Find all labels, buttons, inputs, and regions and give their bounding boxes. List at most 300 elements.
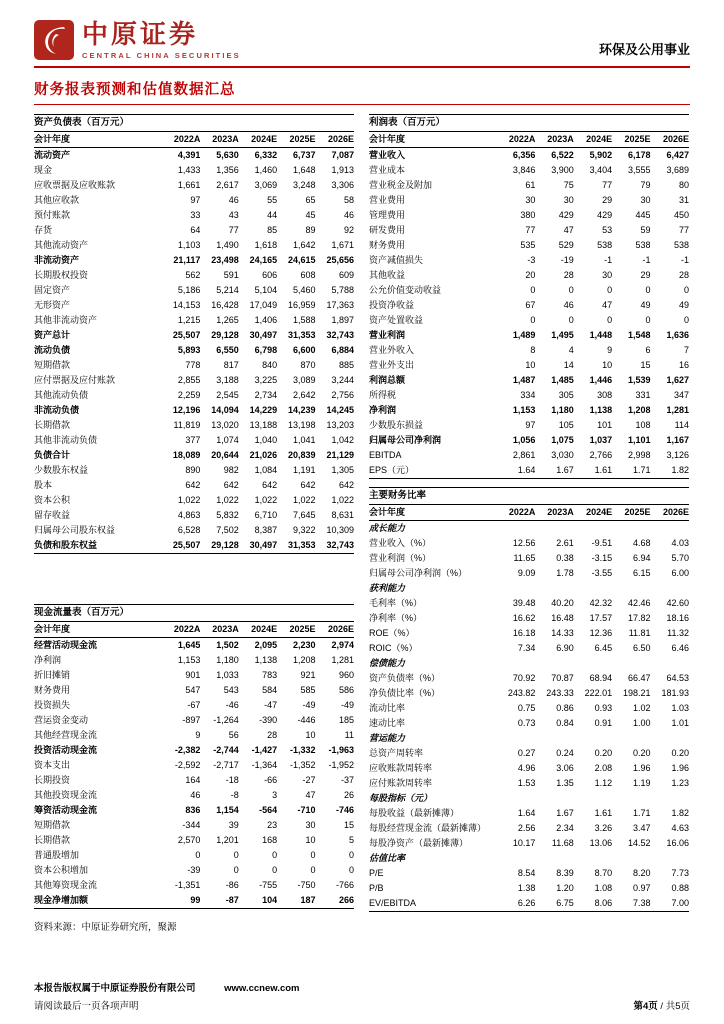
row-value: 14.52 <box>628 838 651 848</box>
cash-flow-table <box>34 622 354 909</box>
row-value: 562 <box>185 270 201 280</box>
row-value: 1,433 <box>177 165 201 175</box>
row-value: 8.39 <box>556 868 574 878</box>
row-value: 1,154 <box>216 805 239 815</box>
row-value: 56 <box>228 730 239 740</box>
row-value: 2,230 <box>293 640 316 650</box>
row-value: 7,087 <box>331 150 354 160</box>
row-value: 10 <box>525 360 536 370</box>
row-value: 3,126 <box>666 450 689 460</box>
row-value: -1,963 <box>328 745 354 755</box>
row-value: 0 <box>607 315 613 325</box>
table-row <box>369 418 689 433</box>
row-label: 营业利润 <box>369 330 406 340</box>
row-value: 606 <box>262 270 278 280</box>
row-value <box>574 581 612 596</box>
right-column <box>369 114 689 912</box>
row-value: 77 <box>678 225 689 235</box>
row-label: 长期借款 <box>34 835 71 845</box>
row-value: 64 <box>190 225 201 235</box>
table-row <box>34 298 354 313</box>
row-value: 1,074 <box>216 435 239 445</box>
row-value: 1,642 <box>293 240 316 250</box>
row-value: 28 <box>267 730 278 740</box>
row-value: 6,178 <box>628 150 651 160</box>
row-value: 1,446 <box>589 375 613 385</box>
row-value: 1.71 <box>633 465 651 475</box>
row-value: 0.88 <box>671 883 689 893</box>
row-label: 股本 <box>34 480 53 490</box>
row-value: 1,208 <box>628 405 651 415</box>
row-value: 6 <box>645 345 651 355</box>
row-value: 30 <box>602 270 613 280</box>
table-row <box>369 821 689 836</box>
row-value: 584 <box>262 685 278 695</box>
row-label: 现金 <box>34 165 53 175</box>
table-row <box>34 403 354 418</box>
row-label: 营运能力 <box>369 733 406 743</box>
table-row <box>34 653 354 668</box>
row-value: 80 <box>678 180 689 190</box>
table-row <box>369 866 689 881</box>
table-row <box>34 268 354 283</box>
row-value <box>535 791 573 806</box>
row-value: 0.73 <box>517 718 536 728</box>
year-column-header: 2023A <box>212 134 239 144</box>
row-value: 14,239 <box>288 405 316 415</box>
row-value: -9.51 <box>591 538 613 548</box>
row-value: 30 <box>305 820 316 830</box>
row-label: 资产减值损失 <box>369 255 424 265</box>
row-value: 305 <box>558 390 574 400</box>
row-value: 1,180 <box>551 405 574 415</box>
year-column-header: 2024E <box>251 134 278 144</box>
row-value: 185 <box>338 715 354 725</box>
table-row <box>369 611 689 626</box>
row-value: 0.27 <box>517 748 536 758</box>
table-row <box>34 388 354 403</box>
row-value: 25,656 <box>326 255 354 265</box>
table-row <box>34 208 354 223</box>
row-value: 0 <box>310 850 316 860</box>
row-value: 28 <box>563 270 574 280</box>
row-label: 归属母公司股东权益 <box>34 525 116 535</box>
row-value: 5,186 <box>177 285 201 295</box>
row-value: 1,490 <box>216 240 239 250</box>
row-value: 1.71 <box>633 808 651 818</box>
balance-sheet-section <box>34 114 354 554</box>
row-value: 29,128 <box>211 540 239 550</box>
row-value: 960 <box>338 670 354 680</box>
row-value: 1,103 <box>177 240 201 250</box>
row-label: P/B <box>369 883 384 893</box>
row-label: 资产总计 <box>34 330 71 340</box>
row-label: 利润总额 <box>369 375 406 385</box>
row-value: 6,522 <box>551 150 574 160</box>
row-label: 资产负债率（%） <box>369 673 441 683</box>
row-value <box>612 731 650 746</box>
row-value: -67 <box>187 700 201 710</box>
row-value: 6,528 <box>177 525 201 535</box>
row-value: 1,084 <box>254 465 278 475</box>
row-value: 6,798 <box>254 345 278 355</box>
row-value: 243.33 <box>546 688 574 698</box>
row-value: 7,502 <box>216 525 239 535</box>
row-value: 3,900 <box>551 165 574 175</box>
row-value: 25,507 <box>172 330 201 340</box>
row-value: 642 <box>262 480 278 490</box>
row-value: 6,550 <box>216 345 239 355</box>
table-row <box>34 758 354 773</box>
ratios-table <box>369 505 689 912</box>
row-value: 0.38 <box>556 553 574 563</box>
row-label: 归属母公司净利润（%） <box>369 568 468 578</box>
row-value: 58 <box>343 195 354 205</box>
row-value: 2,855 <box>177 375 201 385</box>
row-label: 其他流动资产 <box>34 240 89 250</box>
row-value: 30,497 <box>249 330 278 340</box>
row-value: 4.68 <box>633 538 651 548</box>
row-value: 85 <box>267 225 278 235</box>
row-value: 1,075 <box>551 435 574 445</box>
row-label: 营运资金变动 <box>34 715 89 725</box>
row-value: 30 <box>640 195 651 205</box>
row-value: 642 <box>185 480 201 490</box>
row-value: 20 <box>525 270 536 280</box>
row-value <box>651 731 689 746</box>
row-value: 331 <box>635 390 651 400</box>
row-value: 0.97 <box>633 883 651 893</box>
left-column <box>34 114 354 912</box>
row-label: 长期借款 <box>34 420 71 430</box>
row-value <box>574 791 612 806</box>
row-value: 11.68 <box>551 838 574 848</box>
row-label: 折旧摊销 <box>34 670 71 680</box>
row-value: -390 <box>259 715 278 725</box>
row-label: 经营活动现金流 <box>34 640 98 650</box>
row-value: 1,502 <box>216 640 239 650</box>
row-value: 6,710 <box>254 510 278 520</box>
table-row <box>34 698 354 713</box>
row-value: 43 <box>228 210 239 220</box>
row-value: 1,101 <box>628 435 651 445</box>
row-value: 10 <box>305 835 316 845</box>
row-value: 3.26 <box>594 823 613 833</box>
row-value: 586 <box>338 685 354 695</box>
row-value: 4 <box>568 345 574 355</box>
row-value: 11.65 <box>513 553 536 563</box>
row-value <box>651 791 689 806</box>
row-value: 23 <box>267 820 278 830</box>
row-value: 1.96 <box>633 763 651 773</box>
table-row <box>369 716 689 731</box>
row-label: 营业利润（%） <box>369 553 432 563</box>
row-value: 45 <box>305 210 316 220</box>
row-value: 1,661 <box>177 180 201 190</box>
table-row <box>369 433 689 448</box>
row-value: 9,322 <box>293 525 316 535</box>
row-value: 46 <box>190 790 201 800</box>
row-value: 16.48 <box>551 613 574 623</box>
row-value: -47 <box>264 700 278 710</box>
row-value: 24,165 <box>249 255 278 265</box>
industry-label: 环保及公用事业 <box>598 42 690 57</box>
cash-flow-title: 现金流量表（百万元） <box>34 604 354 622</box>
row-label: 流动负债 <box>34 345 71 355</box>
row-value: 6,427 <box>666 150 689 160</box>
row-value: -8 <box>230 790 239 800</box>
row-value: 16 <box>678 360 689 370</box>
table-row <box>369 896 689 912</box>
table-row <box>34 773 354 788</box>
row-value: 5,460 <box>293 285 316 295</box>
row-value: -18 <box>225 775 239 785</box>
row-value: -1,427 <box>251 745 278 755</box>
row-value: 3 <box>272 790 278 800</box>
row-value: 6.46 <box>671 643 689 653</box>
row-value: 0.20 <box>633 748 651 758</box>
row-value: 6.94 <box>633 553 651 563</box>
row-value: 1,489 <box>512 330 536 340</box>
row-value: 429 <box>597 210 613 220</box>
row-value: 2.61 <box>556 538 574 548</box>
row-value <box>574 521 612 537</box>
row-value: 890 <box>185 465 201 475</box>
row-value: 16.06 <box>666 838 689 848</box>
row-value: 0 <box>195 850 201 860</box>
row-value: 3,244 <box>331 375 354 385</box>
table-row <box>34 478 354 493</box>
row-value: -446 <box>297 715 316 725</box>
row-value: 31,353 <box>288 540 316 550</box>
row-value: 0 <box>568 315 574 325</box>
row-value <box>651 851 689 866</box>
row-value: 3.47 <box>633 823 651 833</box>
row-value: 1,153 <box>177 655 201 665</box>
row-label: 无形资产 <box>34 300 71 310</box>
table-row <box>369 656 689 671</box>
row-value <box>497 851 535 866</box>
row-value: 6.15 <box>633 568 651 578</box>
row-value: 47 <box>602 300 613 310</box>
row-label: 流动比率 <box>369 703 406 713</box>
row-value: 1.12 <box>594 778 613 788</box>
row-value: 17.57 <box>589 613 613 623</box>
brand-text <box>82 21 241 60</box>
row-value: 42.32 <box>589 598 613 608</box>
row-value: 0 <box>530 315 536 325</box>
table-row <box>369 148 689 164</box>
row-value: -1,952 <box>328 760 354 770</box>
row-value: 0.86 <box>556 703 574 713</box>
row-value: 70.87 <box>551 673 574 683</box>
row-value: 5,630 <box>216 150 239 160</box>
row-value: 2.56 <box>517 823 536 833</box>
row-value: 59 <box>640 225 651 235</box>
row-value: 1.53 <box>517 778 536 788</box>
row-label: 净负债比率（%） <box>369 688 441 698</box>
row-label: 负债合计 <box>34 450 71 460</box>
row-value: 17.82 <box>628 613 651 623</box>
row-label: 投资损失 <box>34 700 71 710</box>
row-value: 1,191 <box>293 465 316 475</box>
row-value: 14.33 <box>551 628 574 638</box>
row-value: 6,600 <box>293 345 316 355</box>
table-row <box>369 851 689 866</box>
row-value: 1,281 <box>331 655 354 665</box>
row-value: 2,095 <box>254 640 278 650</box>
row-value: 1.20 <box>556 883 574 893</box>
copyright-text: 本报告版权属于中原证券股份有限公司 <box>34 983 196 994</box>
row-value: 12.56 <box>512 538 536 548</box>
row-value: 901 <box>185 670 201 680</box>
table-row <box>34 863 354 878</box>
row-value <box>535 521 573 537</box>
balance-sheet-title: 资产负债表（百万元） <box>34 114 354 132</box>
row-value: 538 <box>635 240 651 250</box>
row-label: 投资净收益 <box>369 300 415 310</box>
row-label: 长期投资 <box>34 775 71 785</box>
row-value: 70.92 <box>512 673 536 683</box>
table-row <box>34 493 354 508</box>
row-value: 642 <box>300 480 316 490</box>
row-value: 0 <box>272 850 278 860</box>
row-value: 7.34 <box>517 643 536 653</box>
row-value: 445 <box>635 210 651 220</box>
row-value: 1,040 <box>254 435 278 445</box>
page-number-current: 第4页 <box>633 1001 658 1012</box>
row-value: -86 <box>225 880 239 890</box>
row-label: 研发费用 <box>369 225 406 235</box>
row-value: 2,570 <box>177 835 201 845</box>
row-value: -1,332 <box>290 745 316 755</box>
row-label: 其他流动负债 <box>34 390 89 400</box>
row-label: 营业外收入 <box>369 345 415 355</box>
row-label: 总资产周转率 <box>369 748 424 758</box>
row-value: 0.24 <box>556 748 574 758</box>
row-value: 1.00 <box>633 718 651 728</box>
row-value: 5.70 <box>671 553 689 563</box>
table-row <box>369 671 689 686</box>
brand <box>34 20 241 60</box>
label-column-header: 会计年度 <box>369 507 406 517</box>
row-value: 2,545 <box>216 390 239 400</box>
row-value: 20,644 <box>211 450 239 460</box>
row-value: 8.54 <box>517 868 536 878</box>
row-value: 334 <box>520 390 536 400</box>
row-value: 29,128 <box>211 330 239 340</box>
row-label: 归属母公司净利润 <box>369 435 442 445</box>
row-value: -19 <box>560 255 574 265</box>
row-label: 应付账款周转率 <box>369 778 433 788</box>
row-value: 2,974 <box>331 640 354 650</box>
row-value: 1.82 <box>671 808 689 818</box>
row-value: 1,487 <box>512 375 536 385</box>
row-value: 535 <box>520 240 536 250</box>
row-value: 609 <box>338 270 354 280</box>
row-value: 1,618 <box>254 240 278 250</box>
table-row <box>34 523 354 538</box>
row-value: -766 <box>335 880 354 890</box>
table-row <box>34 163 354 178</box>
row-value: 5,788 <box>331 285 354 295</box>
row-value: -1 <box>642 255 651 265</box>
row-value: -1,352 <box>290 760 316 770</box>
year-column-header: 2022A <box>173 624 201 634</box>
row-label: 毛利率（%） <box>369 598 423 608</box>
row-value: 1,022 <box>216 495 239 505</box>
year-column-header: 2025E <box>624 507 651 517</box>
row-value: 0 <box>683 285 689 295</box>
table-row <box>34 283 354 298</box>
row-value: 99 <box>190 895 201 905</box>
table-row <box>34 848 354 863</box>
row-label: 固定资产 <box>34 285 71 295</box>
row-label: 管理费用 <box>369 210 406 220</box>
row-value: 642 <box>223 480 239 490</box>
row-value: 39 <box>228 820 239 830</box>
ratios-title: 主要财务比率 <box>369 487 689 505</box>
row-value: 2,756 <box>331 390 354 400</box>
website-text: www.ccnew.com <box>224 983 300 994</box>
label-column-header: 会计年度 <box>34 134 71 144</box>
year-column-header: 2024E <box>586 134 613 144</box>
row-value: 32,743 <box>326 330 354 340</box>
row-value: 3.06 <box>556 763 574 773</box>
label-column-header: 会计年度 <box>369 134 406 144</box>
row-value: 3,404 <box>589 165 613 175</box>
table-row <box>369 178 689 193</box>
table-row <box>34 463 354 478</box>
row-value: 17,363 <box>326 300 354 310</box>
brand-name-cn: 中原证券 <box>82 19 199 49</box>
row-value: 164 <box>185 775 201 785</box>
row-value: 1,022 <box>254 495 278 505</box>
balance-sheet-table <box>34 132 354 554</box>
row-value: 0.91 <box>594 718 613 728</box>
row-value <box>497 731 535 746</box>
row-value: 181.93 <box>661 688 689 698</box>
row-value: 4,391 <box>177 150 201 160</box>
row-value: 8,631 <box>331 510 354 520</box>
row-value: 17,049 <box>249 300 278 310</box>
row-value: 0 <box>607 285 613 295</box>
year-column-header: 2023A <box>547 134 574 144</box>
row-value: -87 <box>225 895 239 905</box>
row-value: 1,033 <box>216 670 239 680</box>
row-value: 0 <box>233 850 239 860</box>
row-value: 1,897 <box>331 315 354 325</box>
row-value: 0 <box>348 850 354 860</box>
table-row <box>369 283 689 298</box>
row-value: 24,615 <box>288 255 316 265</box>
row-label: 其他应收款 <box>34 195 80 205</box>
row-value: 450 <box>673 210 689 220</box>
row-value: 266 <box>338 895 354 905</box>
row-value: 1.61 <box>594 465 613 475</box>
table-row <box>369 881 689 896</box>
row-value: 5,832 <box>216 510 239 520</box>
row-label: EPS（元） <box>369 465 415 475</box>
table-row <box>369 731 689 746</box>
row-value: 870 <box>300 360 316 370</box>
row-value: 6,332 <box>254 150 278 160</box>
row-value <box>497 521 535 537</box>
row-value: 105 <box>558 420 574 430</box>
row-value: -66 <box>264 775 278 785</box>
year-column-header: 2024E <box>251 624 278 634</box>
row-value: 380 <box>520 210 536 220</box>
